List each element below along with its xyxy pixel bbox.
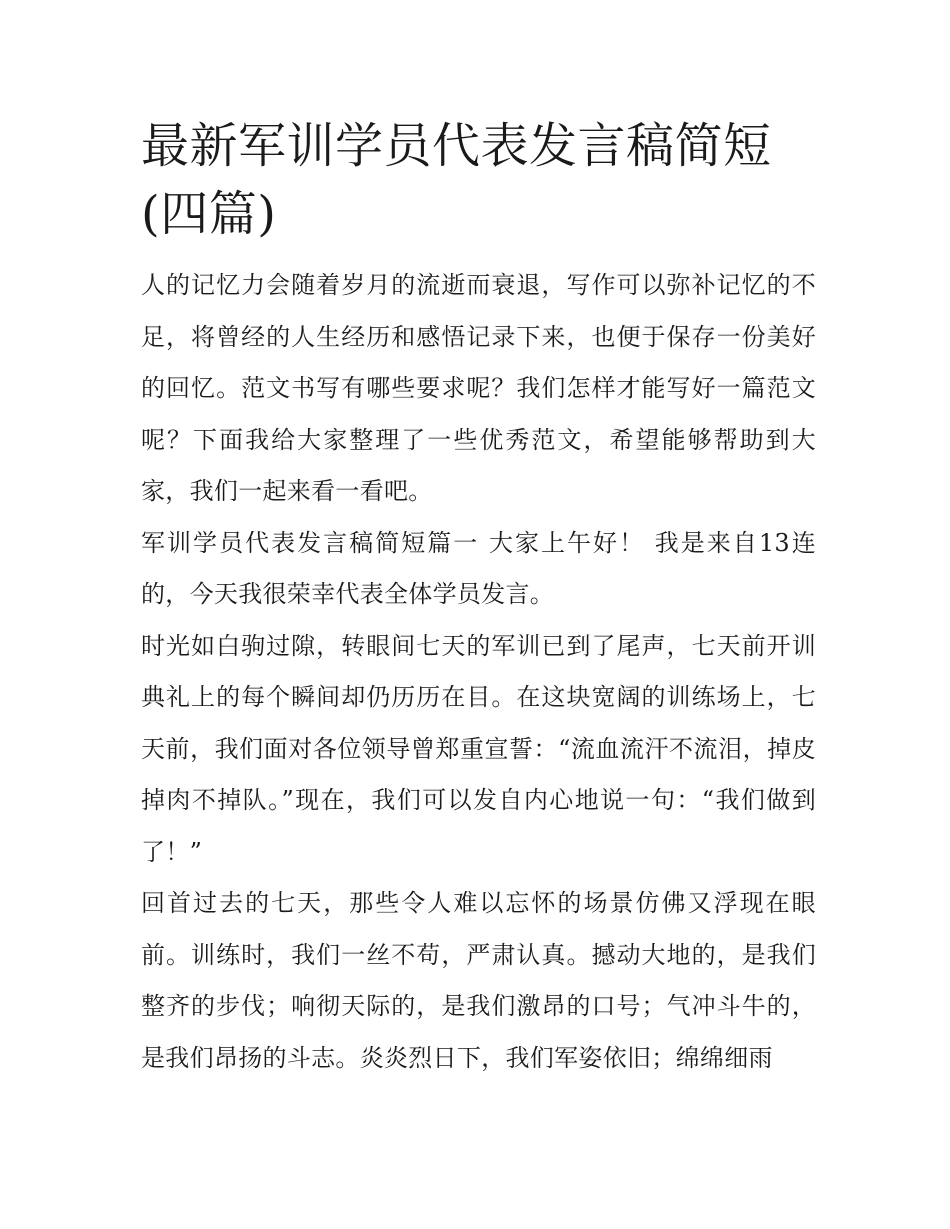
document-content [141,112,816,1084]
document-title: 最新军训学员代表发言稿简短(四篇) [141,118,772,242]
paragraph-look-back: 回首过去的七天，那些令人难以忘怀的场景仿佛又浮现在眼前。训练时，我们一丝不苟，严肃认真。撼动大地的，是我们整齐的步伐；响彻天际的，是我们激昂的口号；气冲斗牛的，是我们昂扬的斗志。炎炎烈日下，我们军姿依旧；绵绵细雨 [141,889,816,1072]
paragraph-time-passes: 时光如白驹过隙，转眼间七天的军训已到了尾声，七天前开训典礼上的每个瞬间却仍历历在目。在这块宽阔的训练场上，七天前，我们面对各位领导曾郑重宣誓：“流血流汗不流泪，掉皮掉肉不掉队。”现在，我们可以发自内心地说一句：“我们做到了！” [141,631,816,866]
paragraph-intro: 人的记忆力会随着岁月的流逝而衰退，写作可以弥补记忆的不足，将曾经的人生经历和感悟记录下来，也便于保存一份美好的回忆。范文书写有哪些要求呢？我们怎样才能写好一篇范文呢？下面我给大家整理了一些优秀范文，希望能够帮助到大家，我们一起来看一看吧。 [141,271,816,505]
paragraph-speech-opening: 军训学员代表发言稿简短篇一 大家上午好！ 我是来自13连的，今天我很荣幸代表全体学员发言。 [141,528,816,608]
